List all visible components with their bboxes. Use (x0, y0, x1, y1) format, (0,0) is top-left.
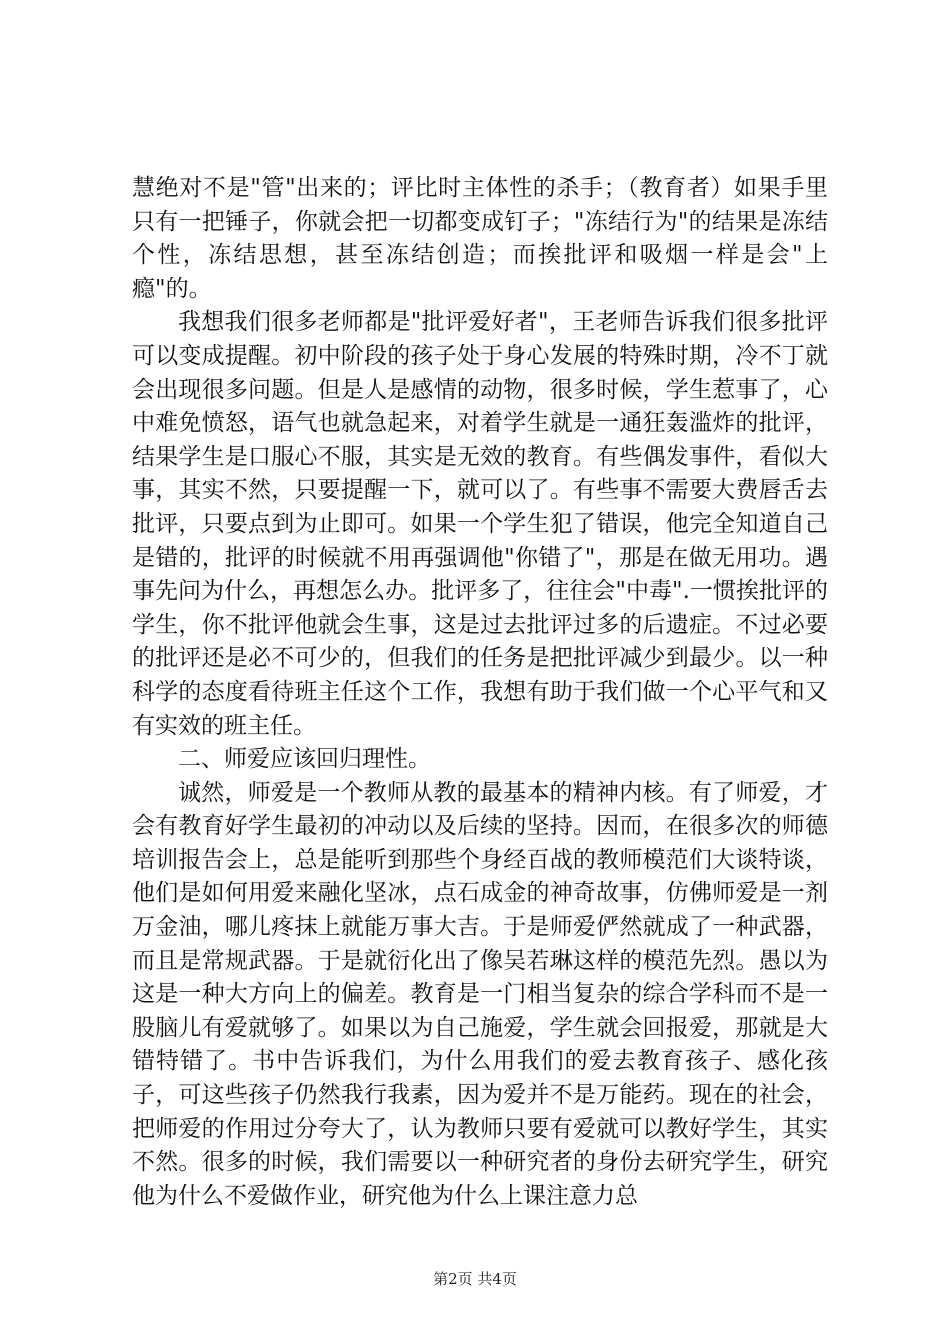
section-heading-rational-love: 二、师爱应该回归理性。 (178, 746, 431, 773)
paragraph-criticism: 我想我们很多老师都是"批评爱好者"，王老师告诉我们很多批评可以变成提醒。初中阶段的孩子处于身心发展的特殊时期，冷不丁就会出现很多问题。但是人是感情的动物，很多时候，学生惹事了，心中难免愤怒，语气也就急起来，对着学生就是一通狂轰滥炸的批评，结果学生是口服心不服，其实是无效的教育。有些偶发事件，看似大事，其实不然，只要提醒一下，就可以了。有些事不需要大费唇舌去批评，只要点到为止即可。如果一个学生犯了错误，他完全知道自己是错的，批评的时候就不用再强调他"你错了"，那是在做无用功。遇事先问为什么，再想怎么办。批评多了，往往会"中毒".一惯挨批评的学生，你不批评他就会生事，这是过去批评过多的后遗症。不过必要的批评还是必不可少的，但我们的任务是把批评减少到最少。以一种科学的态度看待班主任这个工作，我想有助于我们做一个心平气和又有实效的班主任。 (132, 309, 828, 739)
page-footer (0, 1268, 950, 1289)
page-number: 第2页 共4页 (433, 1270, 517, 1288)
document-body (132, 172, 828, 1213)
paragraph-continuation: 慧绝对不是"管"出来的；评比时主体性的杀手；（教育者）如果手里只有一把锤子，你就会把一切都变成钉子；"冻结行为"的结果是冻结个性，冻结思想，甚至冻结创造；而挨批评和吸烟一样是会"上瘾"的。 (132, 175, 828, 302)
paragraph-teacher-love: 诚然，师爱是一个教师从教的最基本的精神内核。有了师爱，才会有教育好学生最初的冲动以及后续的坚持。因而，在很多次的师德培训报告会上，总是能听到那些个身经百战的教师模范们大谈特谈，他们是如何用爱来融化坚冰，点石成金的神奇故事，仿佛师爱是一剂万金油，哪儿疼抹上就能万事大吉。于是师爱俨然就成了一种武器，而且是常规武器。于是就衍化出了像吴若琳这样的模范先烈。愚以为这是一种大方向上的偏差。教育是一门相当复杂的综合学科而不是一股脑儿有爱就够了。如果以为自己施爱，学生就会回报爱，那就是大错特错了。书中告诉我们，为什么用我们的爱去教育孩子、感化孩子，可这些孩子仍然我行我素，因为爱并不是万能药。现在的社会，把师爱的作用过分夸大了，认为教师只要有爱就可以教好学生，其实不然。很多的时候，我们需要以一种研究者的身份去研究学生，研究他为什么不爱做作业，研究他为什么上课注意力总 (132, 779, 828, 1209)
